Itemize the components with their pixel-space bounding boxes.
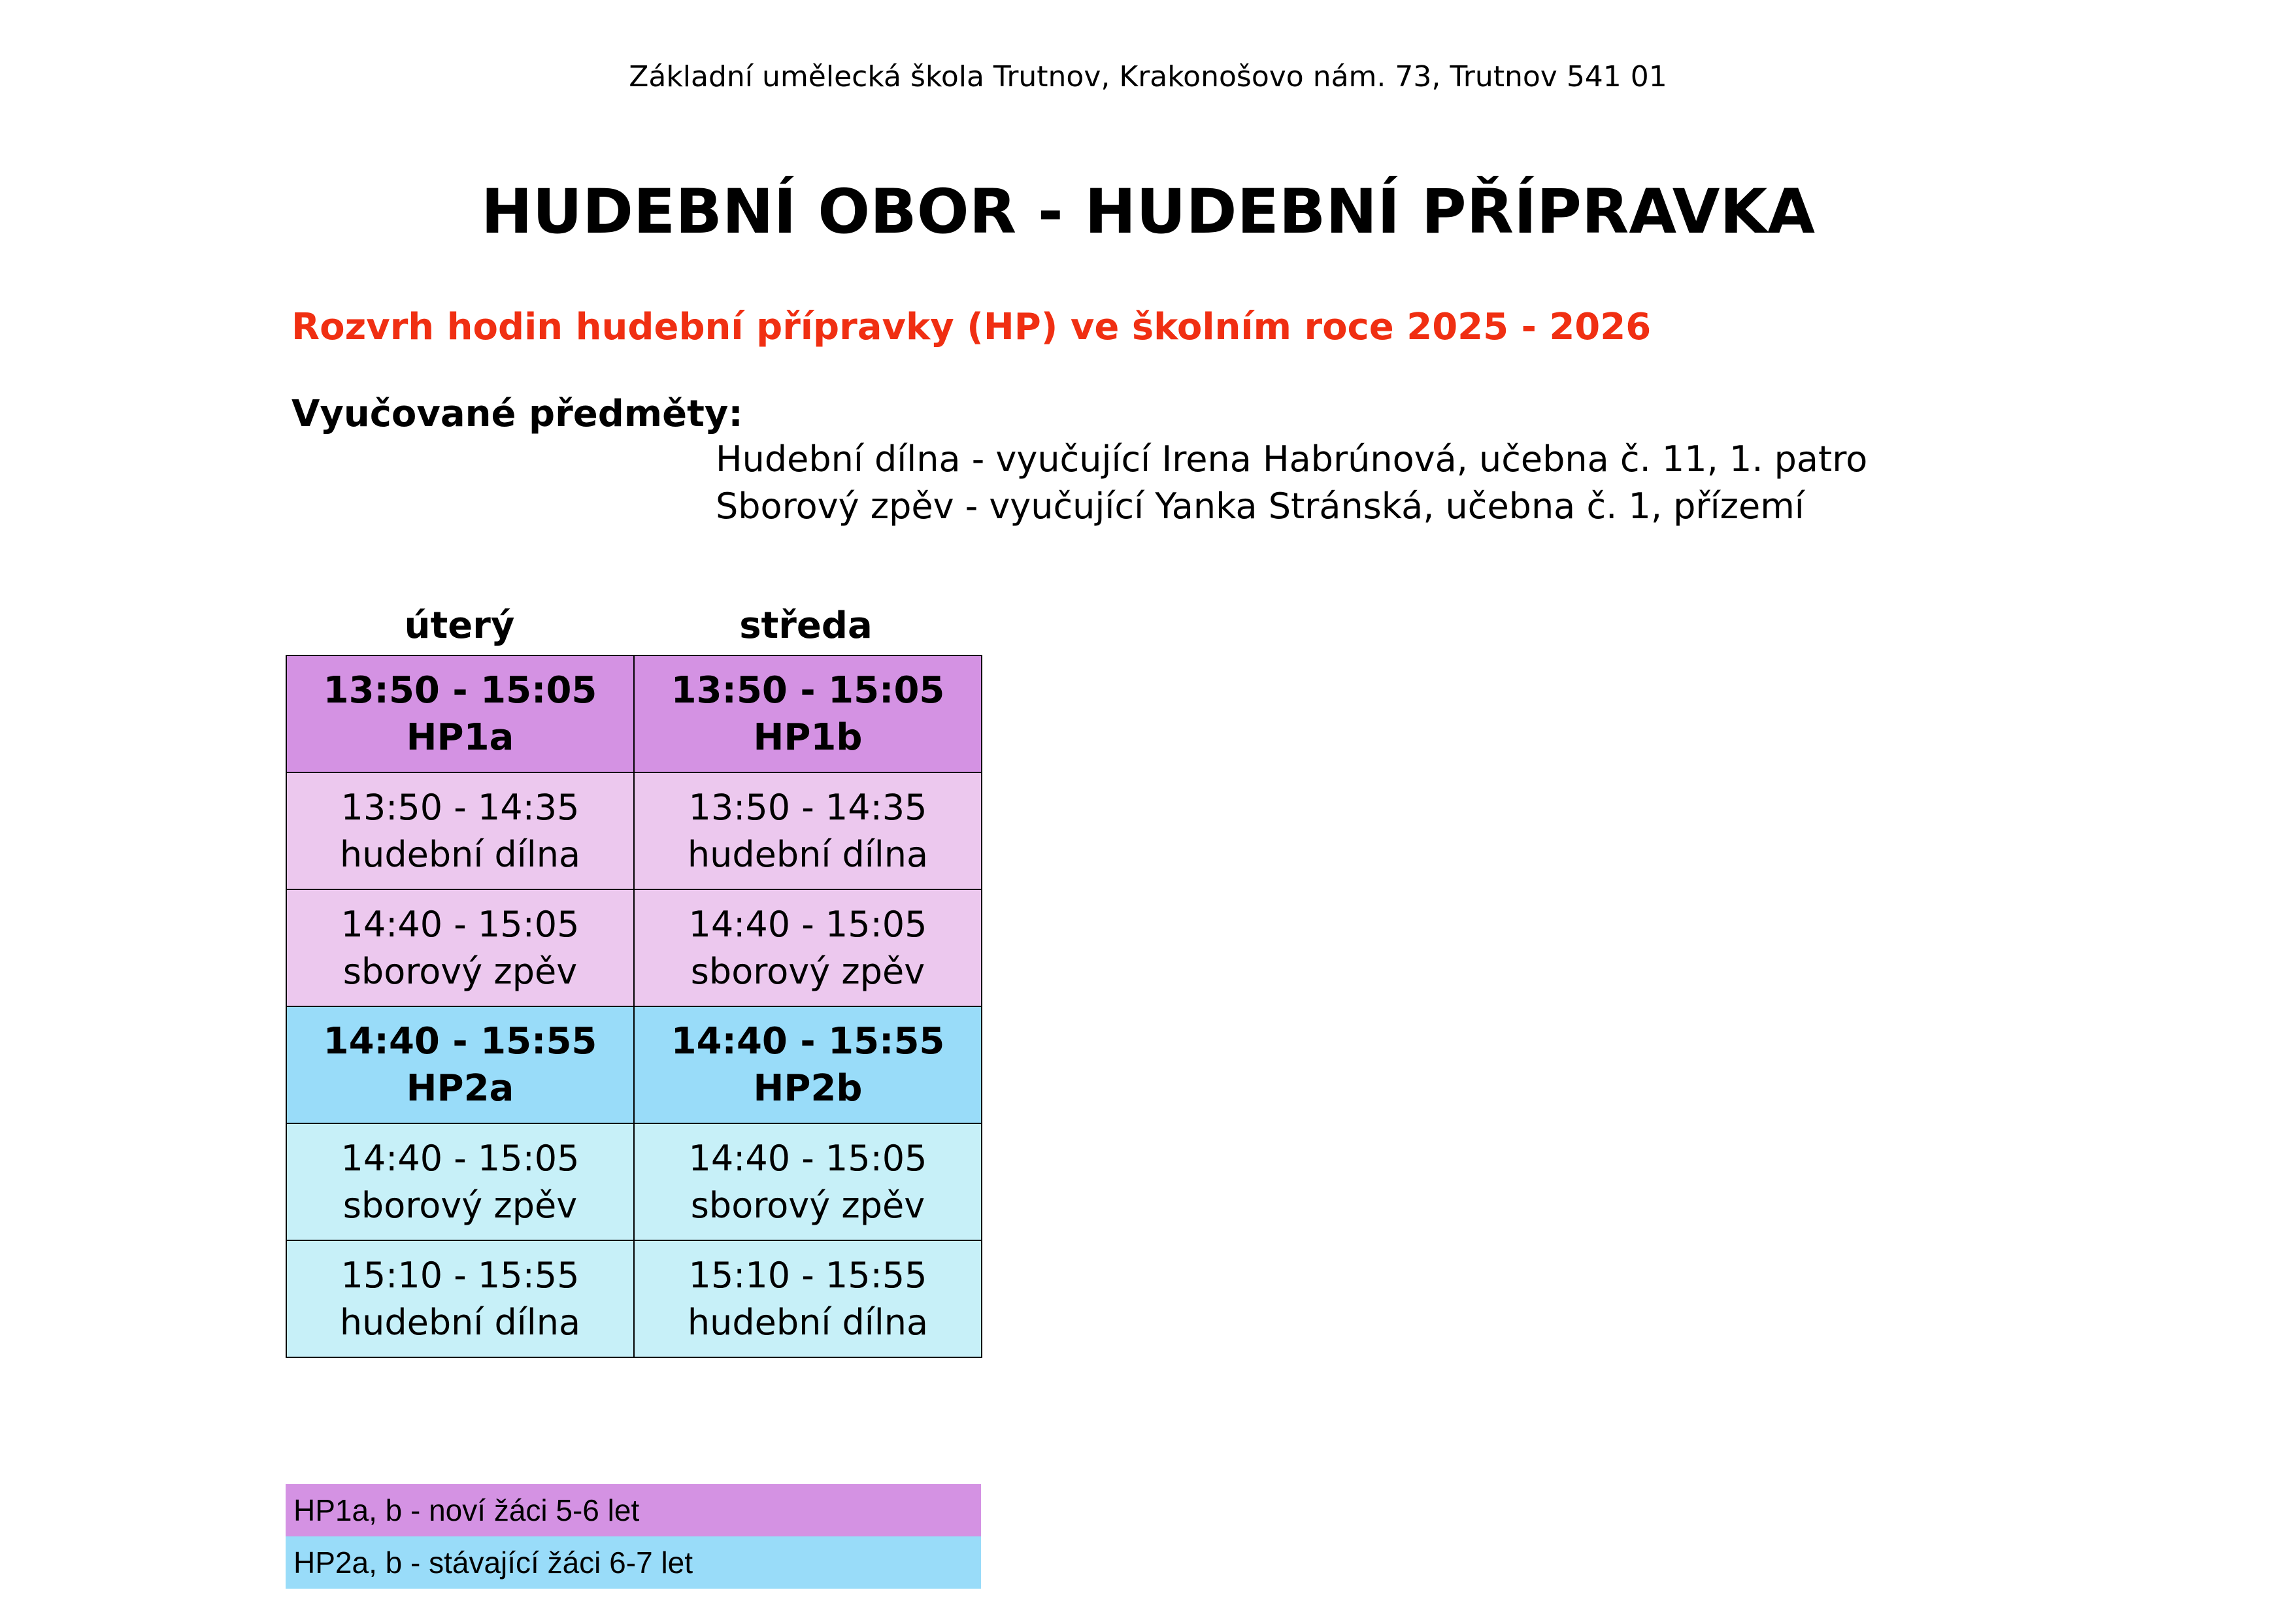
schedule-cell: [634, 889, 982, 1006]
cell-time: 13:50 - 15:05: [671, 669, 945, 712]
schedule-cell-group: [634, 1006, 982, 1123]
cell-text: hudební dílna: [339, 833, 581, 875]
cell-text: sborový zpěv: [690, 1184, 925, 1226]
cell-text: HP2a: [406, 1067, 514, 1110]
schedule-cell-group: [286, 655, 634, 772]
legend-hp2: HP2a, b - stávající žáci 6-7 let: [286, 1536, 981, 1589]
cell-time: 14:40 - 15:55: [671, 1019, 945, 1063]
cell-text: sborový zpěv: [342, 1184, 578, 1226]
cell-time: 14:40 - 15:05: [688, 1137, 927, 1179]
school-header: Základní umělecká škola Trutnov, Krakonošovo nám. 73, Trutnov 541 01: [629, 60, 1667, 93]
cell-time: 14:40 - 15:05: [341, 903, 580, 945]
table-row: [286, 1006, 982, 1123]
cell-time: 13:50 - 14:35: [341, 786, 580, 828]
cell-text: HP1b: [753, 716, 863, 759]
cell-text: HP2b: [753, 1067, 863, 1110]
table-row: [286, 655, 982, 772]
schedule-subtitle: Rozvrh hodin hudební přípravky (HP) ve školním roce 2025 - 2026: [291, 306, 1652, 348]
table-row: [286, 889, 982, 1006]
cell-text: sborový zpěv: [690, 950, 925, 992]
cell-time: 14:40 - 15:05: [341, 1137, 580, 1179]
schedule-cell: [286, 1123, 634, 1240]
schedule-cell: [286, 1240, 634, 1357]
cell-text: HP1a: [406, 716, 514, 759]
subject-item: Hudební dílna - vyučující Irena Habrúnová, učebna č. 11, 1. patro: [716, 439, 1868, 480]
legend-hp1: HP1a, b - noví žáci 5-6 let: [286, 1484, 981, 1536]
cell-time: 15:10 - 15:55: [688, 1254, 927, 1296]
schedule-table: [286, 655, 982, 1358]
schedule-cell: [634, 772, 982, 889]
schedule-cell-group: [634, 655, 982, 772]
table-row: [286, 1240, 982, 1357]
schedule-cell: [286, 889, 634, 1006]
cell-time: 13:50 - 14:35: [688, 786, 927, 828]
cell-time: 15:10 - 15:55: [341, 1254, 580, 1296]
schedule-cell: [634, 1123, 982, 1240]
schedule-cell: [634, 1240, 982, 1357]
cell-time: 13:50 - 15:05: [323, 669, 597, 712]
day-header-tuesday: úterý: [404, 604, 515, 647]
subjects-label: Vyučované předměty:: [291, 393, 743, 435]
cell-time: 14:40 - 15:05: [688, 903, 927, 945]
cell-text: sborový zpěv: [342, 950, 578, 992]
cell-text: hudební dílna: [687, 1301, 929, 1343]
page-title: HUDEBNÍ OBOR - HUDEBNÍ PŘÍPRAVKA: [480, 176, 1816, 248]
cell-text: hudební dílna: [339, 1301, 581, 1343]
subject-item: Sborový zpěv - vyučující Yanka Stránská, učebna č. 1, přízemí: [716, 486, 1805, 527]
table-row: [286, 1123, 982, 1240]
table-row: [286, 772, 982, 889]
schedule-cell: [286, 772, 634, 889]
day-header-wednesday: středa: [739, 604, 873, 647]
cell-text: hudební dílna: [687, 833, 929, 875]
cell-time: 14:40 - 15:55: [323, 1019, 597, 1063]
schedule-cell-group: [286, 1006, 634, 1123]
